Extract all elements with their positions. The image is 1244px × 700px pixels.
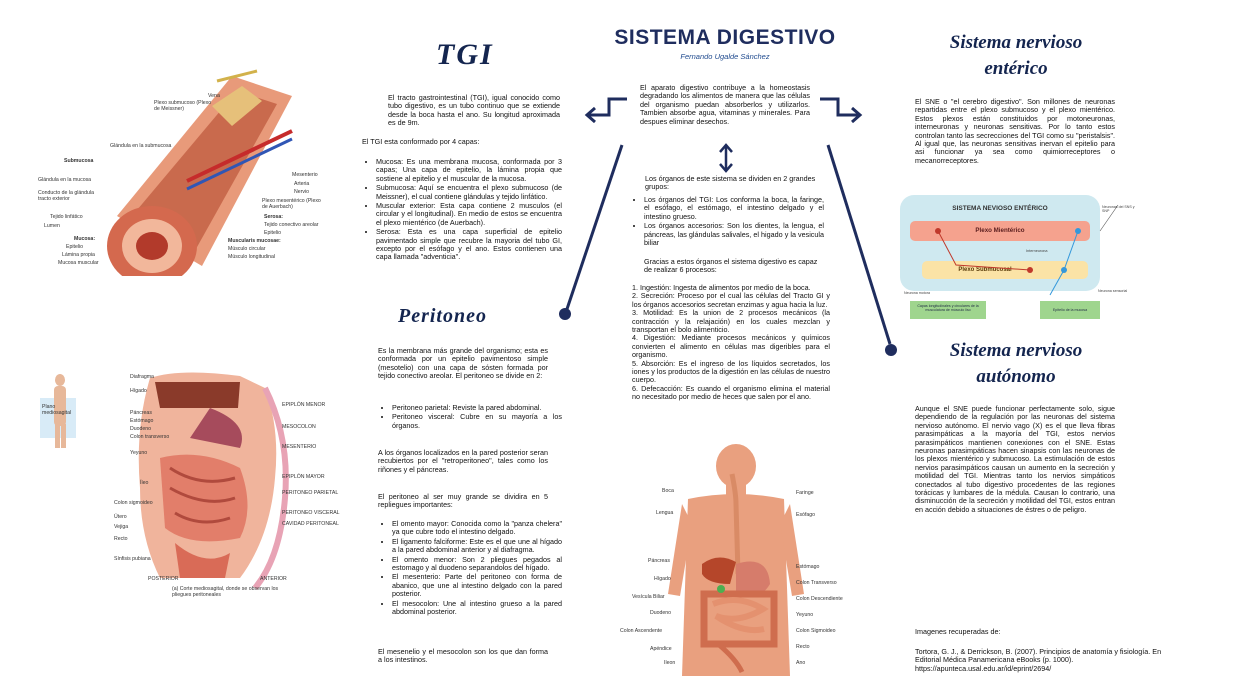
fig-label: Mucosa muscular	[58, 260, 99, 266]
refs-citation: Tortora, G. J., & Derrickson, B. (2007). Principios de anatomía y fisiología. En Editorial Médica Panamericana eBooks (p. 1000). https://apunteca.usal.edu.ar/id/eprint/2694/	[915, 647, 1162, 673]
list-item: 6. Defecacción: Es cuando el organismo elimina el material no necesitado por medio de heces que salen por el ano.	[632, 383, 830, 402]
peritoneo-folds	[378, 520, 562, 617]
fig-label: Recto	[114, 536, 128, 542]
fig-label: Conducto de la glándula tracto exterior	[38, 190, 94, 202]
list-item: 2. Secreción: Proceso por el cual las células del Tracto GI y los órganos accesorios secretan enzimas y agua hacia la luz.	[632, 291, 830, 309]
peritoneo-intro: Es la membrana más grande del organismo; esta es conformada por un epitelio pavimentoso simple (mesotelio) con una capa de sósten formada por tejido conectivo areolar. El peritoneo se divide en 2:	[378, 346, 548, 381]
fig-label: Glándula en la submucosa	[110, 143, 172, 149]
fig-label: Colon sigmoideo	[114, 500, 153, 506]
list-item: • El mesenterio: Parte del peritoneo con forma de abanico, que une al intestino delgado con la pared posterior.	[392, 573, 562, 598]
fig-label: Yeyuno	[796, 612, 814, 618]
fig-label: Ileon	[664, 660, 676, 666]
fig-label: Vesícula Biliar	[632, 594, 665, 600]
list-item: • Peritoneo parietal: Reviste la pared abdominal.	[392, 404, 562, 412]
fig-label: POSTERIOR	[148, 576, 179, 582]
organos-intro: Los órganos de este sistema se dividen en 2 grandes grupos:	[645, 174, 816, 192]
motor-neuron-label: Neurona motora	[904, 291, 930, 295]
list-item: • Serosa: Esta es una capa superficial de epitelio pavimentado simple que recubre la mayoria del tubo GI, excepto por el esófago y el ano. Estos contienen una capa llamada "adventicia".	[376, 228, 562, 262]
fig-label: Plexo submucoso (Plexo de Meissner)	[154, 100, 212, 112]
intro-text: El aparato digestivo contribuye a la homeostasis degradando los alimentos de manera que las células del organismo puedan absorberlos y utilizarlos. Tambien absorbe agua, vitaminas y minerales. Para despues eliminar desechos.	[640, 83, 810, 126]
fig-label: Apéndice	[650, 646, 672, 652]
muscle-layers-box	[910, 301, 986, 319]
fig-label: Colon Ascendente	[620, 628, 663, 634]
fig-label: Colon Sigmoideo	[796, 628, 836, 634]
peritoneum-figure	[40, 368, 350, 600]
list-item: • Muscular exterior: Esta capa contiene 2 musculos (el circular y el longitudinal). En medio de estos se encuentra el plexo mientérico (de Auerbach).	[376, 202, 562, 227]
fig-label: EPIPLÓN MENOR	[282, 402, 326, 408]
fig-label: Recto	[796, 644, 810, 650]
fig-label: Colon Transverso	[796, 580, 837, 586]
fig-label: Glándula en la mucosa	[38, 177, 92, 183]
fig-label: Duodeno	[650, 610, 672, 616]
fig-label: Mucosa:	[74, 236, 96, 242]
list-item: • Los órganos accesorios: Son los dientes, la lengua, el páncreas, las glándulas salivales, el higado y la vesicula biliar	[644, 222, 824, 247]
tgi-layers-list	[362, 158, 562, 263]
fig-label: Nervio	[294, 189, 309, 195]
fig-label: Hígado	[654, 576, 671, 582]
list-item: • El omento menor: Son 2 pliegues pegados al estomago y al duodeno separandolos del hígado.	[392, 556, 562, 573]
fig-label: Arteria	[294, 181, 310, 187]
fig-label: Serosa:	[264, 214, 284, 220]
fig-label: Yeyuno	[130, 450, 148, 456]
fig-label: ANTERIOR	[260, 576, 287, 582]
list-item: 5. Absorción: Es el ingreso de los líquidos secretados, los iones y los productos de la digestión en las células de nuestro cuerpo.	[632, 358, 830, 385]
sna-title-line1: Sistema nervioso	[949, 340, 1083, 361]
peritoneo-types	[378, 404, 562, 431]
sna-title-line2: autónomo	[976, 366, 1056, 387]
fig-label: EPIPLÓN MAYOR	[282, 474, 325, 480]
fig-label: Faringe	[796, 490, 814, 496]
fig-label: Submucosa	[64, 158, 94, 164]
epithelium-box	[1040, 301, 1100, 319]
sne-title-line2: entérico	[984, 58, 1048, 79]
fig-label: PERITONEO PARIETAL	[282, 490, 339, 496]
fig-label: Colon Descendiente	[796, 596, 843, 602]
sne-diagram	[900, 195, 1136, 321]
refs-heading: Imagenes recuperadas de:	[915, 627, 1001, 636]
fig-label: Colon transverso	[130, 434, 170, 440]
list-item: • El mesocolon: Une al intestino grueso a la pared abdominal posterior.	[392, 600, 562, 617]
author: Fernando Ugalde Sánchez	[680, 52, 770, 61]
peritoneo-title: Peritoneo	[398, 305, 487, 327]
muscle-layers-label: Capas longitudinales y circulares de la musculatura de músculo liso	[917, 304, 979, 312]
sne-title	[906, 30, 1126, 82]
fig-label: Páncreas	[648, 558, 670, 564]
fig-label: Diafragma	[130, 374, 154, 380]
fig-label: PERITONEO VISCERAL	[282, 510, 340, 516]
sensory-neuron-label: Neurona sensorial	[1098, 289, 1128, 293]
corner-label: Neuronas del SNS y SNP	[1102, 205, 1135, 213]
fig-label: Sínfisis pubiana	[114, 556, 151, 562]
fig-label: Muscularis mucosae:	[228, 238, 281, 244]
fig-label: Lumen	[44, 223, 60, 229]
tgi-intro: El tracto gastrointestinal (TGI), igual conocido como tubo digestivo, es un tubo continuo que se extiende desde la boca hasta el ano. Su longitud aproximada es de 9m.	[388, 93, 560, 128]
sne-text: El SNE o "el cerebro digestivo". Son millones de neuronas repartidas entre el plexo submucoso y el plexo mientérico. Estos plexos están constituidos por motoneuronas, interneuronas y neuronas sensitivas. Por lo tanto estos controlan tanto las secrecciones del TGI como su "peristalsis". Al igual que, las neuronas sensitivas inervan el epitelio para asi funcionar ya sea como quimiorreceptores o mecanorreceptores.	[915, 97, 1115, 165]
list-item: • Submucosa: Aquí se encuentra el plexo submucoso (de Meissner), el cual contiene glándulas y tejido linfático.	[376, 184, 562, 201]
sna-title	[906, 338, 1126, 390]
fig-label: Músculo longitudinal	[228, 254, 276, 260]
fig-label: Hígado	[130, 388, 147, 394]
fig-label: Estómago	[130, 418, 154, 424]
fig-label: (a) Corte mediosagital, donde se observan los pliegues peritoneales	[172, 586, 279, 598]
peritoneo-folds-intro: El peritoneo al ser muy grande se dividira en 5 repliegues importantes:	[378, 492, 548, 510]
fig-label: Tejido conectivo areolar	[264, 222, 319, 228]
epithelium-label: Epitelio de la mucosa	[1052, 308, 1088, 312]
fig-label: MESENTERIO	[282, 444, 317, 450]
fig-label: CAVIDAD PERITONEAL	[282, 521, 339, 527]
peritoneo-retro: A los órganos localizados en la pared posterior seran recubiertos por el "retroperitoneo", tales como los riñones y el páncreas.	[378, 448, 548, 474]
plexo-mienterico-label: Plexo Mientérico	[975, 227, 1025, 234]
list-item: • Mucosa: Es una membrana mucosa, conformada por 3 capas; Una capa de epitelio, la lámina propia que sostiene al epitelio y el muscular de la mucosa.	[376, 158, 562, 183]
list-item: 3. Motilidad: Es la union de 2 procesos mecánicos (la contracción y la relajación) en los cuales mezclan y transportan el bolo alimenticio.	[632, 308, 830, 335]
fig-label: Útero	[114, 514, 127, 520]
tgi-title: TGI	[436, 38, 494, 71]
tgi-wall-figure	[38, 66, 332, 276]
fig-label: Páncreas	[130, 410, 152, 416]
fig-label: Epitelio	[264, 230, 282, 236]
fig-label: Lengua	[656, 510, 674, 516]
fig-label: Boca	[662, 488, 674, 494]
fig-label: Duodeno	[130, 426, 152, 432]
fig-label: Vena	[208, 93, 220, 99]
organos-groups	[630, 196, 824, 248]
fig-label: Lámina propia	[62, 252, 95, 258]
fig-label: Músculo circular	[228, 246, 266, 252]
fig-label: Estómago	[796, 564, 820, 570]
fig-label: Íleo	[140, 480, 149, 486]
process-intro: Gracias a estos órganos el sistema digestivo es capaz de realizar 6 procesos:	[644, 257, 818, 275]
fig-label: Plano mediosagital	[42, 404, 72, 416]
digestive-body-figure	[618, 444, 868, 676]
list-item: 4. Digestión: Mediante procesos mecánicos y químicos convierten el alimento en células mas digeribles para el organismo.	[632, 333, 830, 360]
fig-label: Mesenterio	[292, 172, 318, 178]
fig-label: Ano	[796, 660, 806, 666]
sne-title-line1: Sistema nervioso	[949, 32, 1083, 53]
page-title: SISTEMA DIGESTIVO	[614, 26, 836, 49]
fig-label: Esófago	[796, 512, 816, 518]
tgi-layers-intro: El TGI esta conformado por 4 capas:	[362, 137, 480, 146]
sna-text: Aunque el SNE puede funcionar perfectamente solo, sigue dependiendo de la regulación por las neuronas del sistema nervioso autónomo. El nervio vago (X) es el que lleva fibras parasimpáticas a la mayoría del TGI, estos nervios parasimpáticos mantienen conexiones con el SNE. Estas neuronas parasimpáticas hacen sinapsis con las neuronas de los plexos mientérico y submucoso. La estimulación de estos nervios parasimpáticos causan un aumento en la secreción y motilidad del TGI. Mientras tanto los nervios simpáticos conectados al tubo digestivo procedentes de las regiones torácicas y lumbares de la médula. Causan lo contrario, una disminucción de la secreción y motilidad del TGI, estos entran en acción debido a situaciones de éstres o de peligro.	[915, 404, 1115, 514]
peritoneo-closing: El mesenelio y el mesocolon son los que dan forma a los intestinos.	[378, 647, 548, 665]
list-item: • El omento mayor: Conocida como la "panza chelera" ya que cubre todo el intestino delgado.	[392, 520, 562, 537]
list-item: 1. Ingestión: Ingesta de alimentos por medio de la boca.	[632, 283, 811, 292]
interneuron-label: Interneurona	[1026, 249, 1048, 253]
fig-label: MESOCOLON	[282, 424, 316, 430]
fig-label: Tejido linfático	[50, 214, 83, 220]
process-list	[632, 284, 830, 402]
fig-label: Epitelio	[66, 244, 84, 250]
list-item: • El ligamento falciforme: Este es el que une al hígado a la pared abdominal anterior y al diafragma.	[392, 538, 562, 555]
fig-label: Plexo mesentérico (Plexo de Auerbach)	[262, 198, 321, 210]
plexo-submucosal-label: Plexo Submucosal	[958, 267, 1012, 273]
list-item: • Peritoneo visceral: Cubre en su mayoría a los órganos.	[392, 413, 562, 430]
fig-label: Vejiga	[114, 524, 129, 530]
sne-diagram-title: SISTEMA NEVIOSO ENTÉRICO	[952, 205, 1048, 212]
list-item: • Los órganos del TGI: Los conforma la boca, la faringe, el esófago, el estómago, el intestino delgado y el intestino grueso.	[644, 196, 824, 221]
